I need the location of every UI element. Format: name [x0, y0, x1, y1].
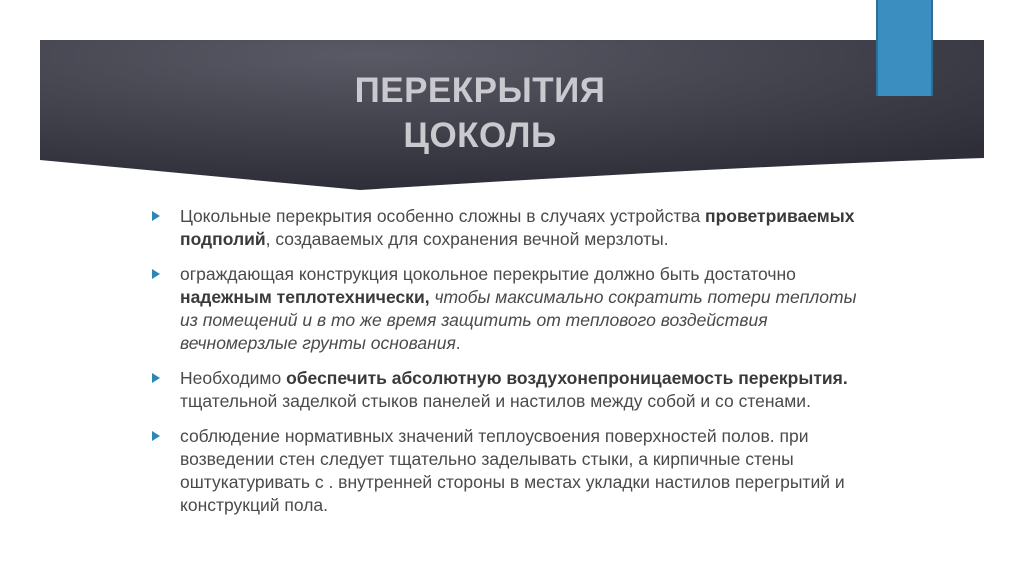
item-text: .: [455, 333, 461, 353]
item-bold-text: проветриваемых подполий: [180, 206, 855, 249]
arrow-bullet-icon: [152, 373, 160, 383]
title-line-1: ПЕРЕКРЫТИЯ: [354, 71, 606, 110]
item-text: , создаваемых для сохранения вечной мерзлоты.: [265, 229, 669, 249]
item-bold-text: обеспечить абсолютную воздухонепроницаемость перекрытия.: [286, 368, 848, 388]
list-item: [148, 425, 868, 517]
title-line-2: ЦОКОЛЬ: [403, 116, 557, 155]
item-italic-text: чтобы максимально сократить потери теплоты из помещений и в то же время защитить от теплового воздействия вечномерзлые грунты основания: [180, 287, 857, 353]
list-item: [148, 205, 868, 251]
item-text: тщательной заделкой стыков панелей и настилов между собой и со стенами.: [180, 391, 811, 411]
bullet-list: [148, 205, 868, 529]
item-text: Необходимо: [180, 368, 287, 388]
item-text: соблюдение нормативных значений теплоусвоения поверхностей полов. при возведении стен следует тщательно заделывать стыки, а кирпичные стены оштукатуривать с . внутренней стороны в местах укладки настилов перегрытий и конструкций пола.: [180, 426, 845, 515]
item-text: Цокольные перекрытия особенно сложны в случаях устройства: [180, 206, 706, 226]
list-item: [148, 367, 868, 413]
accent-bar: [876, 0, 933, 96]
arrow-bullet-icon: [152, 431, 160, 441]
arrow-bullet-icon: [152, 269, 160, 279]
slide-title: [260, 68, 700, 158]
item-bold-text: надежным теплотехнически,: [180, 287, 430, 307]
list-item: [148, 263, 868, 355]
arrow-bullet-icon: [152, 211, 160, 221]
item-text: ограждающая конструкция цокольное перекрытие должно быть достаточно: [180, 264, 796, 284]
